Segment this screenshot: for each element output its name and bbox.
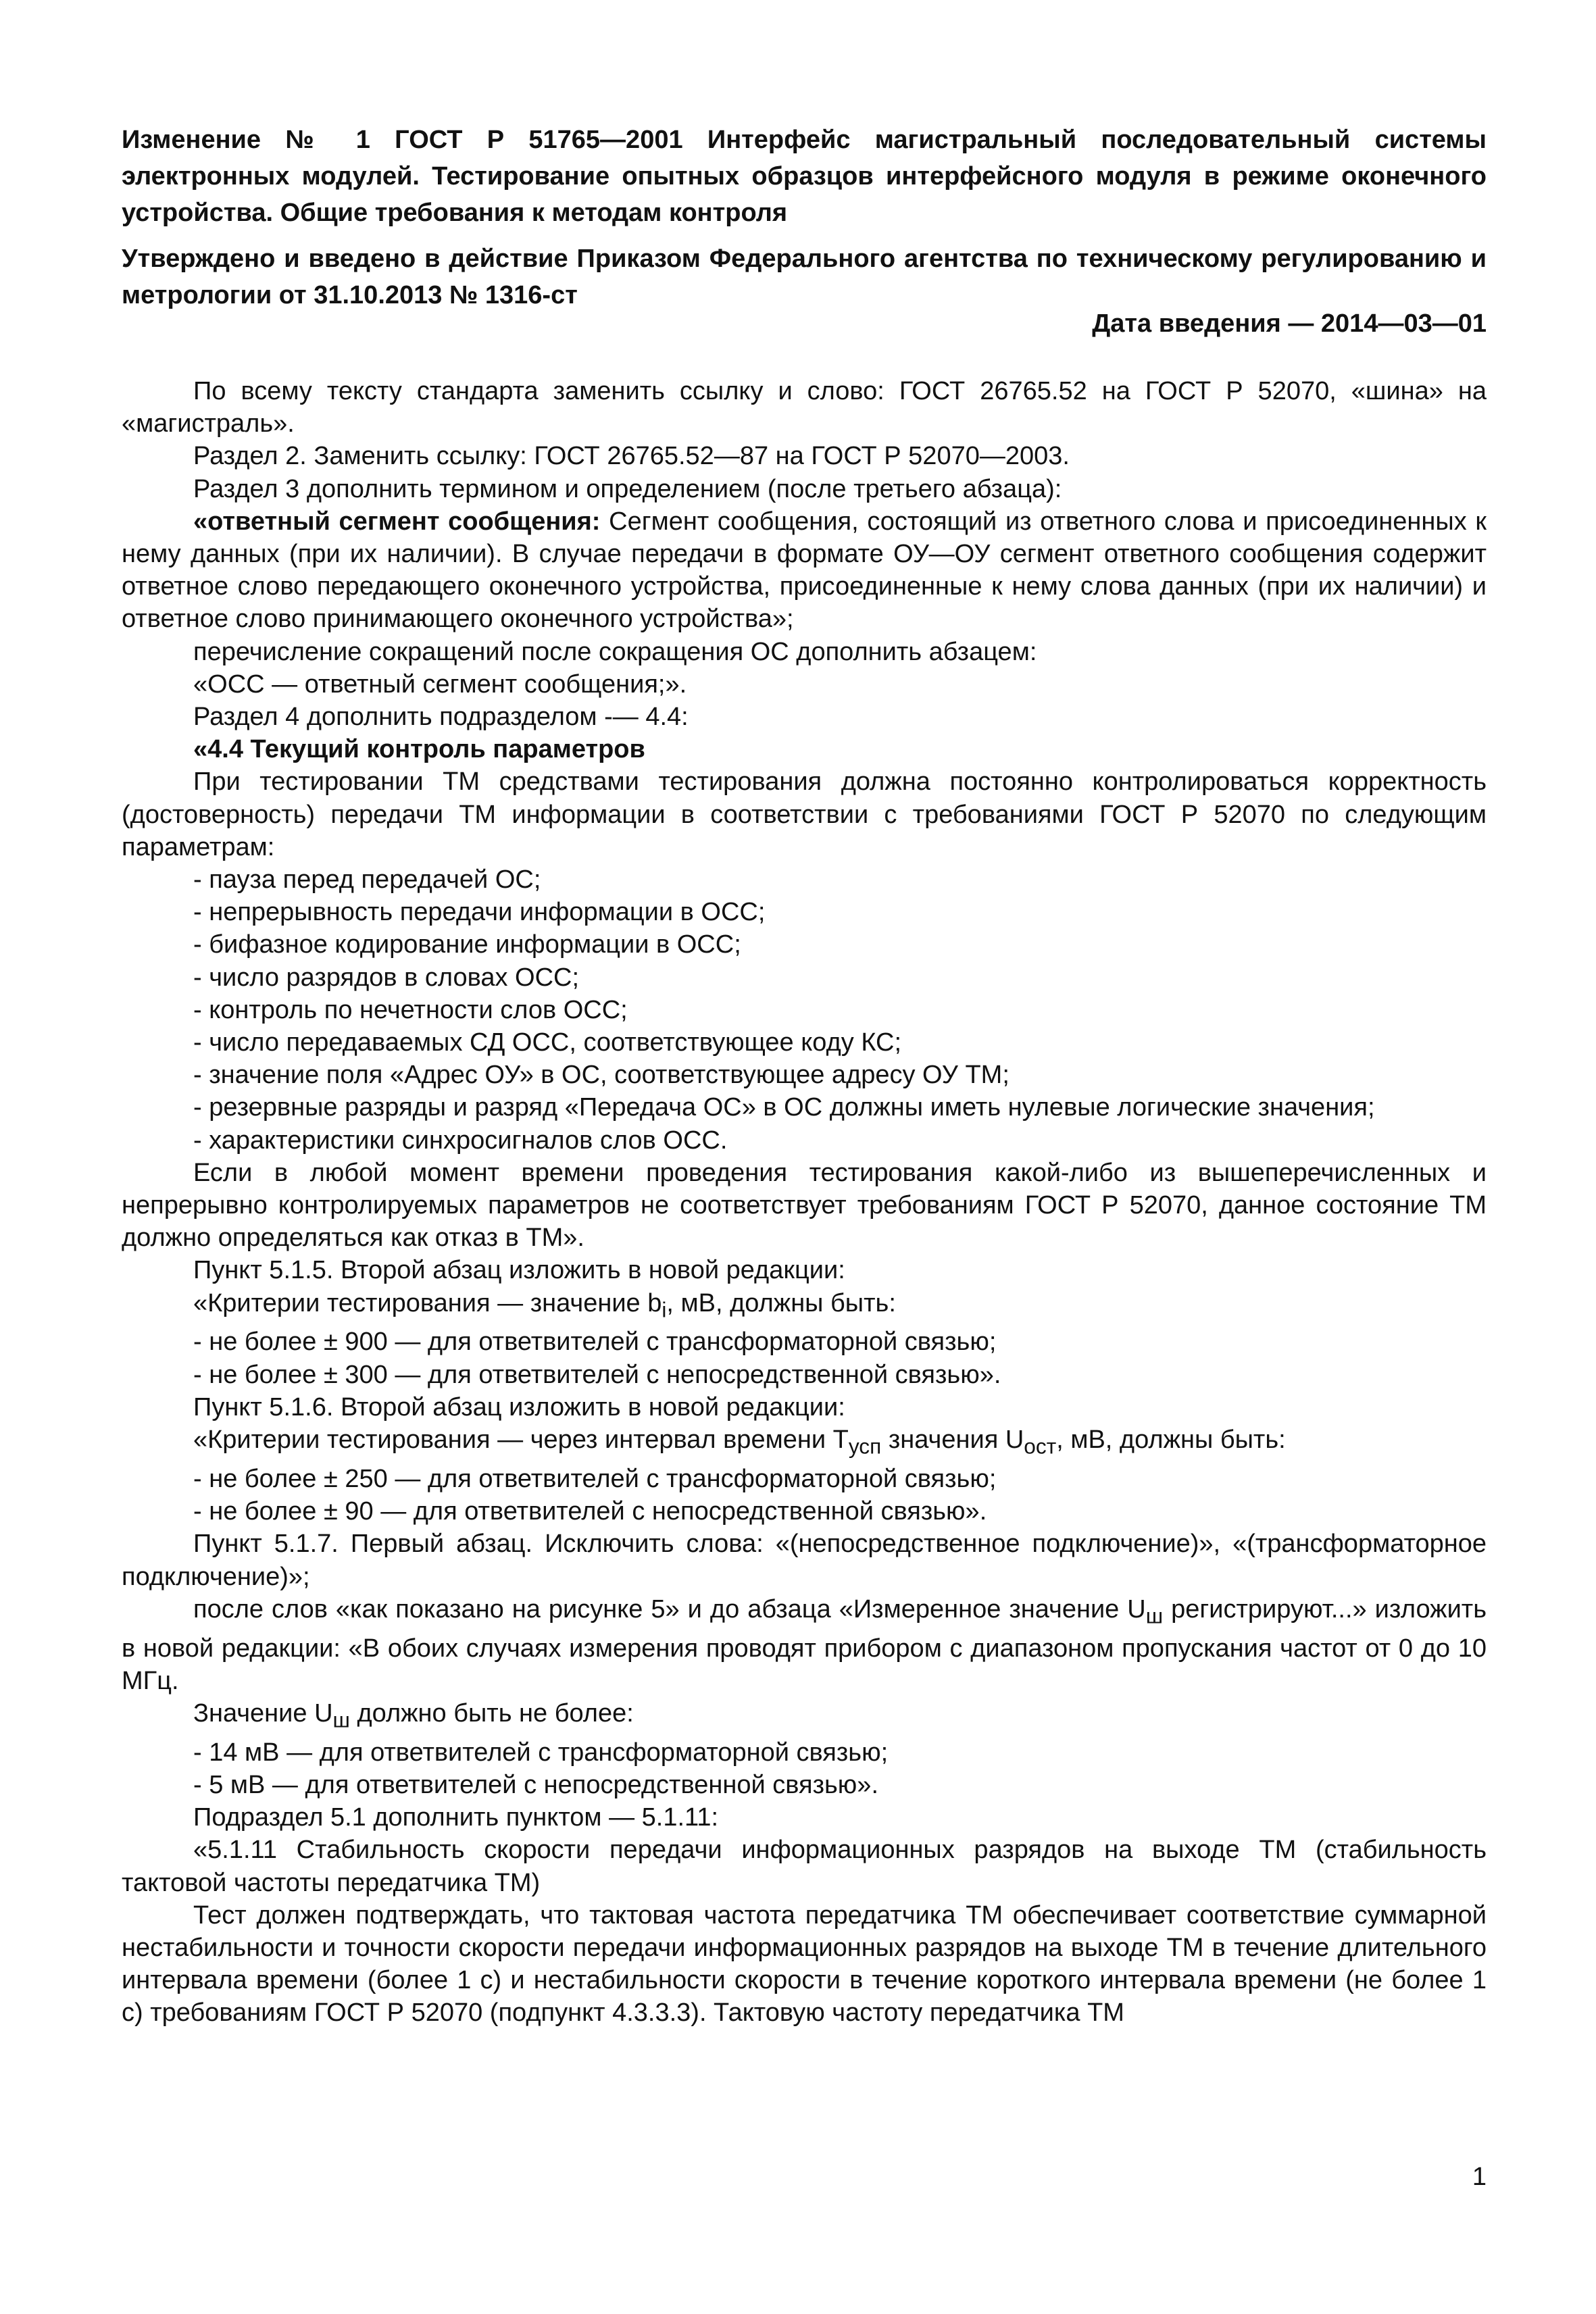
text-run: , мВ, должны быть:	[1056, 1426, 1286, 1455]
paragraph: Пункт 5.1.7. Первый абзац. Исключить слова: «(непосредственное подключение)», «(трансформаторное подключение)»;	[122, 1530, 1487, 1591]
list-item: - 14 мВ — для ответвителей с трансформаторной связью;	[193, 1738, 889, 1767]
list-item: - контроль по нечетности слов ОСС;	[193, 995, 628, 1024]
list-item: - не более ± 250 — для ответвителей с трансформаторной связью;	[193, 1464, 997, 1493]
term-definition-paragraph	[122, 505, 1487, 636]
paragraph	[122, 1287, 1487, 1326]
list-item: - не более ± 90 — для ответвителей с непосредственной связью».	[193, 1497, 987, 1526]
list-item: - пауза перед передачей ОС;	[193, 865, 541, 895]
text-run: должно быть не более:	[349, 1699, 634, 1728]
effective-date: Дата введения — 2014—03—01	[1092, 309, 1487, 338]
list-item: - 5 мВ — для ответвителей с непосредственной связью».	[193, 1770, 878, 1799]
list-item: - резервные разряды и разряд «Передача ОС» в ОС должны иметь нулевые логические значения;	[193, 1093, 1375, 1122]
paragraph: По всему тексту стандарта заменить ссылку и слово: ГОСТ 26765.52 на ГОСТ Р 52070, «шина» на «магистраль».	[122, 377, 1487, 438]
term-definition: Сегмент сообщения, состоящий из ответного слова и присоединенных к нему данных (при их наличии). В случае передачи в формате ОУ—ОУ сегмент ответного сообщения содержит ответное слово передающего оконечного устройства, присоединенные к нему слова данных (при их наличии) и ответное слово принимающего оконечного устройства»;	[122, 507, 1487, 634]
list-item: - характеристики синхросигналов слов ОСС.	[193, 1126, 728, 1155]
text-run: «Критерии тестирования — через интервал времени T	[193, 1426, 849, 1455]
paragraph: Тест должен подтверждать, что тактовая частота передатчика ТМ обеспечивает соответствие суммарной нестабильности и точности скорости передачи информационных разрядов на выходе ТМ в течение длительного интервала времени (более 1 с) и нестабильности скорости в течение короткого интервала времени (не более 1 с) требованиям ГОСТ Р 52070 (подпункт 4.3.3.3). Тактовую частоту передатчика ТМ	[122, 1901, 1487, 2028]
page-number: 1	[1472, 2163, 1487, 2191]
subscript: ш	[332, 1707, 350, 1732]
list-item: - число разрядов в словах ОСС;	[193, 963, 580, 992]
list-item: - бифазное кодирование информации в ОСС;	[193, 930, 741, 959]
text-run: регистрируют...» изложить в новой редакции: «В обоих случаях измерения проводят прибором с диапазоном пропускания частот от 0 до 10 МГц.	[122, 1594, 1487, 1695]
document-title: Изменение № 1 ГОСТ Р 51765—2001 Интерфейс магистральный последовательный системы электронных модулей. Тестирование опытных образцов интерфейсного модуля в режиме оконечного устройства. Общие требования к методам контроля	[122, 126, 1487, 227]
paragraph: Пункт 5.1.6. Второй абзац изложить в новой редакции:	[193, 1392, 845, 1422]
document-body	[122, 375, 1487, 2030]
text-run: Значение U	[193, 1699, 333, 1728]
paragraph: Пункт 5.1.5. Второй абзац изложить в новой редакции:	[193, 1256, 845, 1285]
paragraph	[122, 1697, 1487, 1736]
subscript: ш	[1145, 1603, 1164, 1628]
paragraph: Если в любой момент времени проведения тестирования какой-либо из вышеперечисленных и непрерывно контролируемых параметров не соответствует требованиям ГОСТ Р 52070, данное состояние ТМ должно определяться как отказ в ТМ».	[122, 1158, 1487, 1253]
paragraph: «5.1.11 Стабильность скорости передачи информационных разрядов на выходе ТМ (стабильность тактовой частоты передатчика ТМ)	[122, 1836, 1487, 1897]
text-run: , мВ, должны быть:	[666, 1288, 896, 1317]
paragraph: При тестировании ТМ средствами тестирования должна постоянно контролироваться корректность (достоверность) передачи ТМ информации в соответствии с требованиями ГОСТ Р 52070 по следующим параметрам:	[122, 768, 1487, 861]
paragraph	[122, 1593, 1487, 1697]
paragraph: Раздел 3 дополнить термином и определением (после третьего абзаца):	[193, 474, 1062, 503]
section-heading: «4.4 Текущий контроль параметров	[193, 735, 645, 764]
paragraph: Подраздел 5.1 дополнить пунктом — 5.1.11:	[193, 1803, 719, 1832]
paragraph: «ОСС — ответный сегмент сообщения;».	[193, 670, 687, 699]
list-item: - не более ± 300 — для ответвителей с непосредственной связью».	[193, 1360, 1001, 1389]
subscript: ост	[1024, 1434, 1057, 1459]
list-item: - число передаваемых СД ОСС, соответствующее коду КС;	[193, 1028, 902, 1057]
text-run: значения U	[881, 1426, 1024, 1455]
paragraph: Раздел 4 дополнить подразделом -— 4.4:	[193, 703, 689, 732]
text-run: «Критерии тестирования — значение b	[193, 1288, 662, 1317]
subscript: i	[662, 1297, 667, 1322]
text-run: после слов «как показано на рисунке 5» и до абзаца «Измеренное значение U	[193, 1594, 1146, 1624]
paragraph: Раздел 2. Заменить ссылку: ГОСТ 26765.52—87 на ГОСТ Р 52070—2003.	[193, 442, 1070, 471]
approval-statement: Утверждено и введено в действие Приказом Федерального агентства по техническому регулированию и метрологии от 31.10.2013 № 1316-ст	[122, 245, 1487, 309]
document-header	[122, 122, 1487, 313]
list-item: - значение поля «Адрес ОУ» в ОС, соответствующее адресу ОУ ТМ;	[193, 1061, 1009, 1090]
list-item: - непрерывность передачи информации в ОСС;	[193, 898, 766, 927]
list-item: - не более ± 900 — для ответвителей с трансформаторной связью;	[193, 1328, 997, 1357]
term-label: «ответный сегмент сообщения:	[193, 507, 601, 536]
paragraph	[122, 1424, 1487, 1463]
subscript: усп	[848, 1434, 882, 1459]
paragraph: перечисление сокращений после сокращения ОС дополнить абзацем:	[193, 637, 1037, 666]
